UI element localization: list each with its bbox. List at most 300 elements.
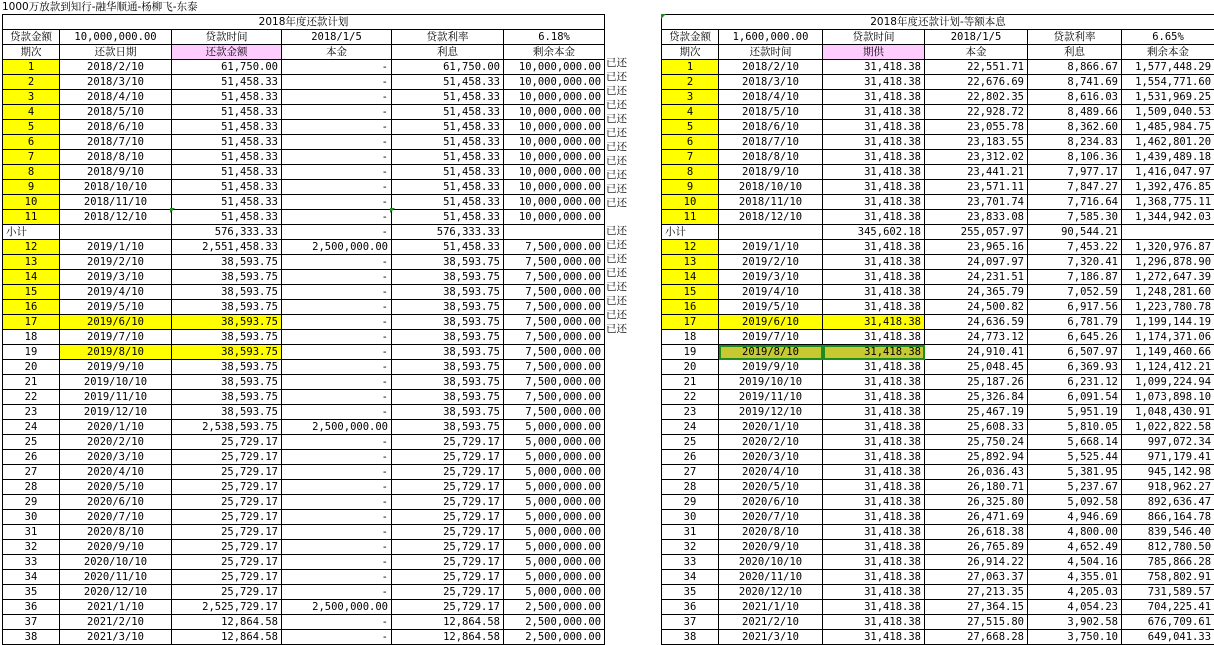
right-cell-payment[interactable]: 31,418.38 — [823, 420, 925, 435]
right-cell-date[interactable]: 2018/6/10 — [719, 120, 823, 135]
left-cell-principal[interactable]: - — [282, 345, 392, 360]
right-cell-period[interactable]: 2 — [662, 75, 719, 90]
left-cell-interest[interactable]: 61,750.00 — [392, 60, 504, 75]
right-cell-principal[interactable]: 22,551.71 — [925, 60, 1028, 75]
right-cell-balance[interactable]: 1,099,224.94 — [1122, 375, 1214, 390]
left-cell-payment[interactable]: 61,750.00 — [172, 60, 282, 75]
right-cell-principal[interactable]: 27,364.15 — [925, 600, 1028, 615]
left-cell-period[interactable]: 32 — [3, 540, 60, 555]
right-cell-period[interactable]: 20 — [662, 360, 719, 375]
right-cell-balance[interactable]: 1,554,771.60 — [1122, 75, 1214, 90]
right-cell-interest[interactable]: 7,186.87 — [1028, 270, 1122, 285]
left-cell-balance[interactable]: 10,000,000.00 — [504, 180, 605, 195]
left-cell-period[interactable]: 28 — [3, 480, 60, 495]
left-cell-date[interactable]: 2018/12/10 — [60, 210, 172, 225]
left-cell-principal[interactable]: - — [282, 270, 392, 285]
left-cell-principal[interactable]: - — [282, 165, 392, 180]
left-cell-date[interactable]: 2019/12/10 — [60, 405, 172, 420]
right-cell-balance[interactable]: 866,164.78 — [1122, 510, 1214, 525]
right-cell-balance[interactable]: 1,296,878.90 — [1122, 255, 1214, 270]
left-cell-date[interactable]: 2019/1/10 — [60, 240, 172, 255]
right-cell-interest[interactable]: 5,525.44 — [1028, 450, 1122, 465]
left-cell-payment[interactable]: 25,729.17 — [172, 555, 282, 570]
left-cell-interest[interactable]: 25,729.17 — [392, 600, 504, 615]
right-cell-principal[interactable]: 27,213.35 — [925, 585, 1028, 600]
right-cell-interest[interactable]: 6,369.93 — [1028, 360, 1122, 375]
left-cell-balance[interactable]: 10,000,000.00 — [504, 210, 605, 225]
left-cell-principal[interactable]: - — [282, 90, 392, 105]
left-cell-date[interactable]: 2020/9/10 — [60, 540, 172, 555]
right-cell-period[interactable]: 7 — [662, 150, 719, 165]
right-cell-payment[interactable]: 31,418.38 — [823, 105, 925, 120]
left-cell-balance[interactable]: 7,500,000.00 — [504, 345, 605, 360]
right-cell-interest[interactable]: 8,741.69 — [1028, 75, 1122, 90]
left-cell-period[interactable]: 1 — [3, 60, 60, 75]
right-cell-period[interactable]: 13 — [662, 255, 719, 270]
left-cell-period[interactable]: 小计 — [3, 225, 60, 240]
left-cell-date[interactable]: 2019/3/10 — [60, 270, 172, 285]
right-cell-date[interactable]: 2019/5/10 — [719, 300, 823, 315]
left-cell-interest[interactable]: 38,593.75 — [392, 360, 504, 375]
right-cell-interest[interactable]: 3,902.58 — [1028, 615, 1122, 630]
right-cell-payment[interactable]: 31,418.38 — [823, 615, 925, 630]
right-cell-payment[interactable]: 31,418.38 — [823, 480, 925, 495]
right-cell-payment[interactable]: 31,418.38 — [823, 465, 925, 480]
right-cell-payment[interactable]: 31,418.38 — [823, 90, 925, 105]
right-cell-interest[interactable]: 8,489.66 — [1028, 105, 1122, 120]
left-cell-principal[interactable]: - — [282, 300, 392, 315]
right-cell-date[interactable]: 2019/7/10 — [719, 330, 823, 345]
right-cell-payment[interactable]: 31,418.38 — [823, 630, 925, 645]
left-cell-principal[interactable]: - — [282, 405, 392, 420]
right-cell-principal[interactable]: 24,097.97 — [925, 255, 1028, 270]
right-cell-date[interactable]: 2019/3/10 — [719, 270, 823, 285]
left-cell-payment[interactable]: 51,458.33 — [172, 165, 282, 180]
right-cell-principal[interactable]: 23,312.02 — [925, 150, 1028, 165]
right-cell-period[interactable]: 17 — [662, 315, 719, 330]
right-cell-period[interactable]: 14 — [662, 270, 719, 285]
right-cell-balance[interactable]: 1,124,412.21 — [1122, 360, 1214, 375]
left-cell-balance[interactable]: 10,000,000.00 — [504, 75, 605, 90]
left-cell-date[interactable]: 2018/2/10 — [60, 60, 172, 75]
right-cell-balance[interactable]: 1,462,801.20 — [1122, 135, 1214, 150]
left-cell-payment[interactable]: 25,729.17 — [172, 435, 282, 450]
right-cell-payment[interactable]: 31,418.38 — [823, 150, 925, 165]
right-cell-period[interactable]: 33 — [662, 555, 719, 570]
left-cell-date[interactable]: 2018/11/10 — [60, 195, 172, 210]
left-cell-interest[interactable]: 51,458.33 — [392, 105, 504, 120]
right-header-cell[interactable]: 6.65% — [1122, 30, 1214, 45]
left-cell-payment[interactable]: 38,593.75 — [172, 270, 282, 285]
left-cell-principal[interactable]: - — [282, 615, 392, 630]
right-cell-balance[interactable]: 945,142.98 — [1122, 465, 1214, 480]
right-cell-payment[interactable]: 31,418.38 — [823, 360, 925, 375]
left-cell-principal[interactable]: - — [282, 375, 392, 390]
left-cell-period[interactable]: 20 — [3, 360, 60, 375]
right-cell-interest[interactable]: 8,616.03 — [1028, 90, 1122, 105]
right-cell-balance[interactable]: 731,589.57 — [1122, 585, 1214, 600]
right-cell-payment[interactable]: 31,418.38 — [823, 585, 925, 600]
right-cell-balance[interactable]: 676,709.61 — [1122, 615, 1214, 630]
right-cell-interest[interactable]: 7,453.22 — [1028, 240, 1122, 255]
left-cell-period[interactable]: 33 — [3, 555, 60, 570]
right-cell-principal[interactable]: 22,802.35 — [925, 90, 1028, 105]
right-cell-payment[interactable]: 31,418.38 — [823, 270, 925, 285]
left-header-cell[interactable]: 6.18% — [504, 30, 605, 45]
left-cell-date[interactable]: 2018/6/10 — [60, 120, 172, 135]
left-cell-principal[interactable]: - — [282, 525, 392, 540]
right-cell-payment[interactable]: 31,418.38 — [823, 135, 925, 150]
right-cell-principal[interactable]: 22,928.72 — [925, 105, 1028, 120]
right-cell-balance[interactable]: 704,225.41 — [1122, 600, 1214, 615]
right-cell-date[interactable]: 2018/4/10 — [719, 90, 823, 105]
left-cell-period[interactable]: 7 — [3, 150, 60, 165]
right-cell-period[interactable]: 18 — [662, 330, 719, 345]
left-cell-date[interactable]: 2019/7/10 — [60, 330, 172, 345]
left-cell-principal[interactable]: - — [282, 510, 392, 525]
right-cell-date[interactable]: 2020/11/10 — [719, 570, 823, 585]
right-cell-principal[interactable]: 26,036.43 — [925, 465, 1028, 480]
right-cell-balance[interactable]: 918,962.27 — [1122, 480, 1214, 495]
right-cell-payment[interactable]: 31,418.38 — [823, 435, 925, 450]
right-cell-balance[interactable]: 892,636.47 — [1122, 495, 1214, 510]
right-cell-principal[interactable]: 24,910.41 — [925, 345, 1028, 360]
left-cell-balance[interactable]: 7,500,000.00 — [504, 405, 605, 420]
right-cell-principal[interactable]: 27,668.28 — [925, 630, 1028, 645]
right-table-title[interactable]: 2018年度还款计划-等额本息 — [662, 15, 1214, 30]
left-cell-balance[interactable]: 5,000,000.00 — [504, 555, 605, 570]
left-cell-period[interactable]: 23 — [3, 405, 60, 420]
right-cell-period[interactable]: 21 — [662, 375, 719, 390]
right-cell-principal[interactable]: 25,892.94 — [925, 450, 1028, 465]
right-column-header-date[interactable]: 还款时间 — [719, 45, 823, 60]
left-cell-balance[interactable]: 5,000,000.00 — [504, 540, 605, 555]
left-cell-principal[interactable]: - — [282, 585, 392, 600]
right-cell-balance[interactable]: 1,531,969.25 — [1122, 90, 1214, 105]
left-cell-period[interactable]: 11 — [3, 210, 60, 225]
right-cell-date[interactable]: 2020/3/10 — [719, 450, 823, 465]
left-column-header-date[interactable]: 还款日期 — [60, 45, 172, 60]
right-cell-date[interactable]: 2020/1/10 — [719, 420, 823, 435]
left-cell-period[interactable]: 18 — [3, 330, 60, 345]
right-cell-payment[interactable]: 31,418.38 — [823, 120, 925, 135]
right-cell-payment[interactable]: 31,418.38 — [823, 525, 925, 540]
left-cell-date[interactable]: 2021/2/10 — [60, 615, 172, 630]
left-cell-balance[interactable]: 5,000,000.00 — [504, 420, 605, 435]
right-cell-date[interactable]: 2018/3/10 — [719, 75, 823, 90]
left-cell-interest[interactable]: 38,593.75 — [392, 300, 504, 315]
left-column-header-interest[interactable]: 利息 — [392, 45, 504, 60]
left-cell-interest[interactable]: 38,593.75 — [392, 285, 504, 300]
right-cell-payment[interactable]: 31,418.38 — [823, 180, 925, 195]
left-cell-interest[interactable]: 51,458.33 — [392, 180, 504, 195]
left-cell-date[interactable]: 2020/11/10 — [60, 570, 172, 585]
left-cell-interest[interactable]: 12,864.58 — [392, 630, 504, 645]
left-cell-principal[interactable]: - — [282, 540, 392, 555]
left-header-cell[interactable]: 贷款利率 — [392, 30, 504, 45]
left-cell-payment[interactable]: 25,729.17 — [172, 570, 282, 585]
right-cell-balance[interactable]: 1,344,942.03 — [1122, 210, 1214, 225]
left-cell-date[interactable]: 2019/11/10 — [60, 390, 172, 405]
right-cell-period[interactable]: 27 — [662, 465, 719, 480]
left-cell-principal[interactable]: - — [282, 255, 392, 270]
right-cell-principal[interactable]: 27,063.37 — [925, 570, 1028, 585]
left-cell-balance[interactable]: 2,500,000.00 — [504, 630, 605, 645]
right-cell-date[interactable]: 2018/5/10 — [719, 105, 823, 120]
right-cell-period[interactable]: 31 — [662, 525, 719, 540]
left-cell-payment[interactable]: 12,864.58 — [172, 615, 282, 630]
right-cell-period[interactable]: 小计 — [662, 225, 719, 240]
left-cell-payment[interactable]: 38,593.75 — [172, 405, 282, 420]
right-cell-principal[interactable]: 24,636.59 — [925, 315, 1028, 330]
left-cell-principal[interactable]: - — [282, 450, 392, 465]
left-cell-interest[interactable]: 38,593.75 — [392, 405, 504, 420]
right-cell-balance[interactable]: 1,485,984.75 — [1122, 120, 1214, 135]
left-cell-balance[interactable]: 2,500,000.00 — [504, 615, 605, 630]
left-cell-date[interactable]: 2019/9/10 — [60, 360, 172, 375]
right-cell-interest[interactable]: 4,504.16 — [1028, 555, 1122, 570]
right-cell-period[interactable]: 12 — [662, 240, 719, 255]
right-column-header-payment[interactable]: 期供 — [823, 45, 925, 60]
right-cell-interest[interactable]: 3,750.10 — [1028, 630, 1122, 645]
right-cell-principal[interactable]: 23,441.21 — [925, 165, 1028, 180]
left-cell-interest[interactable]: 51,458.33 — [392, 165, 504, 180]
left-cell-interest[interactable]: 51,458.33 — [392, 195, 504, 210]
left-cell-date[interactable]: 2020/2/10 — [60, 435, 172, 450]
right-cell-date[interactable]: 2020/9/10 — [719, 540, 823, 555]
right-cell-date[interactable]: 2019/9/10 — [719, 360, 823, 375]
right-cell-principal[interactable]: 26,618.38 — [925, 525, 1028, 540]
right-cell-balance[interactable] — [1122, 225, 1214, 240]
left-cell-interest[interactable]: 51,458.33 — [392, 150, 504, 165]
right-cell-interest[interactable]: 6,091.54 — [1028, 390, 1122, 405]
left-cell-payment[interactable]: 38,593.75 — [172, 330, 282, 345]
left-cell-interest[interactable]: 38,593.75 — [392, 375, 504, 390]
left-cell-period[interactable]: 38 — [3, 630, 60, 645]
right-cell-interest[interactable]: 90,544.21 — [1028, 225, 1122, 240]
right-cell-interest[interactable]: 4,800.00 — [1028, 525, 1122, 540]
left-cell-principal[interactable]: - — [282, 75, 392, 90]
right-cell-date[interactable]: 2019/2/10 — [719, 255, 823, 270]
left-cell-balance[interactable]: 10,000,000.00 — [504, 165, 605, 180]
right-cell-payment[interactable]: 31,418.38 — [823, 495, 925, 510]
left-cell-payment[interactable]: 51,458.33 — [172, 195, 282, 210]
right-cell-date[interactable]: 2021/1/10 — [719, 600, 823, 615]
left-header-cell[interactable]: 2018/1/5 — [282, 30, 392, 45]
left-cell-balance[interactable]: 10,000,000.00 — [504, 195, 605, 210]
left-cell-interest[interactable]: 38,593.75 — [392, 330, 504, 345]
right-cell-interest[interactable]: 7,585.30 — [1028, 210, 1122, 225]
left-cell-period[interactable]: 8 — [3, 165, 60, 180]
right-cell-interest[interactable]: 6,507.97 — [1028, 345, 1122, 360]
left-cell-balance[interactable] — [504, 225, 605, 240]
right-cell-principal[interactable]: 23,833.08 — [925, 210, 1028, 225]
left-cell-period[interactable]: 4 — [3, 105, 60, 120]
left-cell-balance[interactable]: 5,000,000.00 — [504, 495, 605, 510]
left-cell-period[interactable]: 17 — [3, 315, 60, 330]
right-cell-balance[interactable]: 1,509,040.53 — [1122, 105, 1214, 120]
left-cell-payment[interactable]: 51,458.33 — [172, 120, 282, 135]
right-cell-balance[interactable]: 971,179.41 — [1122, 450, 1214, 465]
left-cell-principal[interactable]: 2,500,000.00 — [282, 420, 392, 435]
left-cell-principal[interactable]: - — [282, 390, 392, 405]
right-column-header-principal[interactable]: 本金 — [925, 45, 1028, 60]
left-cell-balance[interactable]: 5,000,000.00 — [504, 585, 605, 600]
left-cell-balance[interactable]: 5,000,000.00 — [504, 570, 605, 585]
left-cell-payment[interactable]: 38,593.75 — [172, 315, 282, 330]
right-cell-balance[interactable]: 839,546.40 — [1122, 525, 1214, 540]
right-cell-principal[interactable]: 24,365.79 — [925, 285, 1028, 300]
right-cell-balance[interactable]: 1,368,775.11 — [1122, 195, 1214, 210]
left-cell-principal[interactable]: - — [282, 60, 392, 75]
right-cell-balance[interactable]: 1,416,047.97 — [1122, 165, 1214, 180]
right-cell-interest[interactable]: 8,106.36 — [1028, 150, 1122, 165]
right-column-header-interest[interactable]: 利息 — [1028, 45, 1122, 60]
right-cell-date[interactable]: 2020/7/10 — [719, 510, 823, 525]
left-cell-balance[interactable]: 7,500,000.00 — [504, 240, 605, 255]
right-cell-date[interactable]: 2018/12/10 — [719, 210, 823, 225]
right-cell-payment[interactable]: 31,418.38 — [823, 540, 925, 555]
right-cell-period[interactable]: 22 — [662, 390, 719, 405]
right-cell-date[interactable]: 2019/4/10 — [719, 285, 823, 300]
left-cell-date[interactable]: 2020/6/10 — [60, 495, 172, 510]
left-header-cell[interactable]: 10,000,000.00 — [60, 30, 172, 45]
left-cell-period[interactable]: 15 — [3, 285, 60, 300]
right-cell-payment[interactable]: 31,418.38 — [823, 510, 925, 525]
left-cell-principal[interactable]: - — [282, 495, 392, 510]
right-cell-period[interactable]: 28 — [662, 480, 719, 495]
right-header-cell[interactable]: 贷款利率 — [1028, 30, 1122, 45]
right-cell-balance[interactable]: 1,272,647.39 — [1122, 270, 1214, 285]
left-cell-date[interactable]: 2018/10/10 — [60, 180, 172, 195]
right-cell-payment[interactable]: 31,418.38 — [823, 195, 925, 210]
right-cell-date[interactable]: 2018/8/10 — [719, 150, 823, 165]
left-cell-payment[interactable]: 12,864.58 — [172, 630, 282, 645]
right-cell-interest[interactable]: 5,237.67 — [1028, 480, 1122, 495]
left-cell-balance[interactable]: 10,000,000.00 — [504, 135, 605, 150]
left-cell-interest[interactable]: 38,593.75 — [392, 270, 504, 285]
right-cell-balance[interactable]: 785,866.28 — [1122, 555, 1214, 570]
left-cell-payment[interactable]: 25,729.17 — [172, 585, 282, 600]
left-cell-date[interactable]: 2020/4/10 — [60, 465, 172, 480]
left-cell-payment[interactable]: 38,593.75 — [172, 300, 282, 315]
right-cell-balance[interactable]: 1,248,281.60 — [1122, 285, 1214, 300]
right-cell-balance[interactable]: 758,802.91 — [1122, 570, 1214, 585]
right-cell-interest[interactable]: 8,362.60 — [1028, 120, 1122, 135]
left-cell-principal[interactable]: - — [282, 180, 392, 195]
left-cell-balance[interactable]: 10,000,000.00 — [504, 105, 605, 120]
left-cell-payment[interactable]: 2,538,593.75 — [172, 420, 282, 435]
right-cell-interest[interactable]: 5,810.05 — [1028, 420, 1122, 435]
left-cell-principal[interactable]: 2,500,000.00 — [282, 240, 392, 255]
left-cell-date[interactable]: 2018/4/10 — [60, 90, 172, 105]
right-cell-interest[interactable]: 4,355.01 — [1028, 570, 1122, 585]
left-cell-principal[interactable]: - — [282, 105, 392, 120]
right-cell-date[interactable]: 2018/11/10 — [719, 195, 823, 210]
right-cell-period[interactable]: 25 — [662, 435, 719, 450]
left-column-header-principal[interactable]: 本金 — [282, 45, 392, 60]
left-cell-payment[interactable]: 576,333.33 — [172, 225, 282, 240]
left-cell-period[interactable]: 2 — [3, 75, 60, 90]
right-header-cell[interactable]: 贷款金额 — [662, 30, 719, 45]
left-cell-date[interactable]: 2021/3/10 — [60, 630, 172, 645]
left-cell-date[interactable]: 2019/4/10 — [60, 285, 172, 300]
left-cell-principal[interactable]: - — [282, 465, 392, 480]
left-cell-balance[interactable]: 7,500,000.00 — [504, 300, 605, 315]
right-cell-interest[interactable]: 6,645.26 — [1028, 330, 1122, 345]
left-cell-balance[interactable]: 7,500,000.00 — [504, 285, 605, 300]
left-cell-principal[interactable]: - — [282, 480, 392, 495]
right-cell-payment[interactable]: 31,418.38 — [823, 285, 925, 300]
right-cell-date[interactable]: 2020/12/10 — [719, 585, 823, 600]
left-cell-interest[interactable]: 51,458.33 — [392, 75, 504, 90]
left-cell-balance[interactable]: 5,000,000.00 — [504, 525, 605, 540]
right-cell-principal[interactable]: 26,914.22 — [925, 555, 1028, 570]
right-cell-interest[interactable]: 6,917.56 — [1028, 300, 1122, 315]
left-cell-payment[interactable]: 51,458.33 — [172, 105, 282, 120]
right-cell-payment[interactable]: 31,418.38 — [823, 405, 925, 420]
right-cell-balance[interactable]: 1,392,476.85 — [1122, 180, 1214, 195]
left-cell-date[interactable]: 2018/3/10 — [60, 75, 172, 90]
left-cell-interest[interactable]: 25,729.17 — [392, 450, 504, 465]
right-cell-period[interactable]: 11 — [662, 210, 719, 225]
right-cell-principal[interactable]: 22,676.69 — [925, 75, 1028, 90]
left-cell-date[interactable]: 2018/5/10 — [60, 105, 172, 120]
left-cell-payment[interactable]: 25,729.17 — [172, 525, 282, 540]
left-cell-period[interactable]: 25 — [3, 435, 60, 450]
right-cell-interest[interactable]: 7,320.41 — [1028, 255, 1122, 270]
left-cell-period[interactable]: 19 — [3, 345, 60, 360]
right-cell-balance[interactable]: 1,174,371.06 — [1122, 330, 1214, 345]
right-cell-principal[interactable]: 23,571.11 — [925, 180, 1028, 195]
right-cell-principal[interactable]: 23,183.55 — [925, 135, 1028, 150]
right-cell-interest[interactable]: 6,231.12 — [1028, 375, 1122, 390]
right-cell-principal[interactable]: 26,180.71 — [925, 480, 1028, 495]
right-cell-interest[interactable]: 7,977.17 — [1028, 165, 1122, 180]
right-cell-period[interactable]: 32 — [662, 540, 719, 555]
right-column-header-balance[interactable]: 剩余本金 — [1122, 45, 1214, 60]
right-cell-balance[interactable]: 649,041.33 — [1122, 630, 1214, 645]
left-cell-interest[interactable]: 25,729.17 — [392, 540, 504, 555]
left-column-header-period[interactable]: 期次 — [3, 45, 60, 60]
right-cell-balance[interactable]: 997,072.34 — [1122, 435, 1214, 450]
right-cell-principal[interactable]: 25,750.24 — [925, 435, 1028, 450]
right-cell-interest[interactable]: 5,951.19 — [1028, 405, 1122, 420]
right-cell-payment[interactable]: 31,418.38 — [823, 450, 925, 465]
right-cell-payment[interactable]: 31,418.38 — [823, 345, 925, 360]
right-cell-principal[interactable]: 26,471.69 — [925, 510, 1028, 525]
right-cell-principal[interactable]: 26,325.80 — [925, 495, 1028, 510]
left-cell-date[interactable]: 2019/5/10 — [60, 300, 172, 315]
right-cell-principal[interactable]: 25,326.84 — [925, 390, 1028, 405]
left-header-cell[interactable]: 贷款金额 — [3, 30, 60, 45]
right-cell-principal[interactable]: 25,608.33 — [925, 420, 1028, 435]
right-cell-principal[interactable]: 24,773.12 — [925, 330, 1028, 345]
left-cell-period[interactable]: 10 — [3, 195, 60, 210]
left-cell-payment[interactable]: 38,593.75 — [172, 390, 282, 405]
right-cell-principal[interactable]: 27,515.80 — [925, 615, 1028, 630]
left-cell-payment[interactable]: 51,458.33 — [172, 150, 282, 165]
left-cell-balance[interactable]: 5,000,000.00 — [504, 465, 605, 480]
left-cell-date[interactable]: 2020/1/10 — [60, 420, 172, 435]
left-cell-principal[interactable]: - — [282, 330, 392, 345]
left-cell-interest[interactable]: 38,593.75 — [392, 345, 504, 360]
left-cell-interest[interactable]: 25,729.17 — [392, 465, 504, 480]
left-column-header-payment[interactable]: 还款金额 — [172, 45, 282, 60]
right-cell-balance[interactable]: 1,073,898.10 — [1122, 390, 1214, 405]
right-cell-period[interactable]: 8 — [662, 165, 719, 180]
right-cell-period[interactable]: 15 — [662, 285, 719, 300]
